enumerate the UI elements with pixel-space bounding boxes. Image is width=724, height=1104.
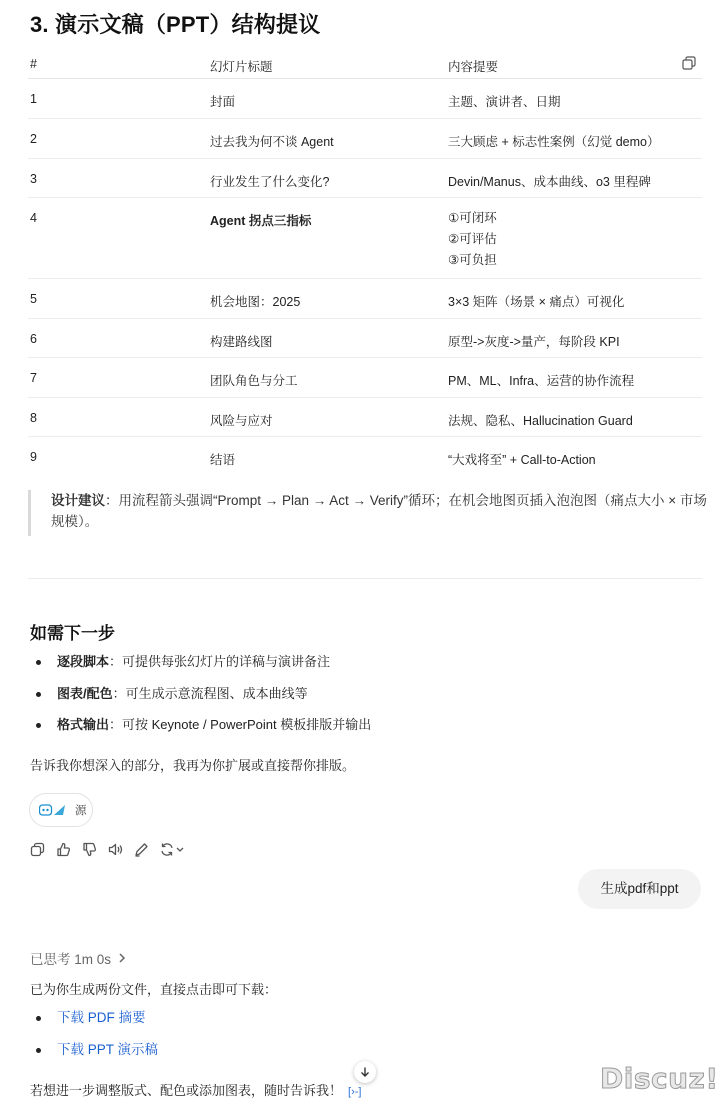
table-header <box>28 44 702 79</box>
row-num: 6 <box>30 331 37 346</box>
row-title: 行业发生了什么变化? <box>210 174 330 189</box>
row-num: 2 <box>30 132 37 146</box>
table-row <box>28 358 702 398</box>
table-row <box>28 279 702 319</box>
table-row <box>28 398 702 438</box>
row-title: 过去我为何不谈 Agent <box>210 135 334 149</box>
list-item <box>36 1040 158 1072</box>
item-text: ：可生成示意流程图、成本曲线等 <box>112 685 308 701</box>
row-summary: PM、ML、Infra、运营的协作流程 <box>448 374 635 388</box>
download-links <box>36 1008 158 1072</box>
table-row <box>28 79 702 119</box>
header-summary: 内容提要 <box>448 60 499 74</box>
regenerate-icon[interactable] <box>159 841 185 858</box>
download-pdf-link[interactable]: 下载 PDF 摘要 <box>57 1010 146 1025</box>
row-summary: 法规、隐私、Hallucination Guard <box>448 413 633 428</box>
source-favicon-icon <box>39 803 67 817</box>
row-num: 8 <box>30 410 37 425</box>
speaker-icon[interactable] <box>107 841 124 858</box>
section-divider <box>28 578 702 579</box>
list-item <box>36 715 371 747</box>
row-summary: “大戏将至” + Call-to-Action <box>448 453 596 467</box>
summary-line: ③可负担 <box>448 253 497 267</box>
footer-text: 若想进一步调整版式、配色或添加图表，随时告诉我！ <box>30 1083 343 1098</box>
sources-label: 源 <box>75 805 87 817</box>
reply-intro: 已为你生成两份文件，直接点击即可下载： <box>30 982 278 997</box>
citation-marker[interactable]: [›-] <box>348 1086 362 1098</box>
list-item <box>36 1008 158 1040</box>
row-title: 风险与应对 <box>210 413 273 428</box>
edit-icon[interactable] <box>133 841 150 858</box>
table-row <box>28 119 702 159</box>
next-steps-title: 如需下一步 <box>30 624 115 643</box>
copy-icon[interactable] <box>29 841 46 858</box>
closing-text: 告诉我你想深入的部分，我再为你扩展或直接帮你排版。 <box>30 758 356 773</box>
item-text: ：可按 Keynote / PowerPoint 模板排版并输出 <box>109 717 372 732</box>
user-message-bubble: 生成pdf和ppt <box>578 869 701 909</box>
row-title: 构建路线图 <box>210 334 273 349</box>
table-row <box>28 198 702 279</box>
header-num: # <box>30 57 37 71</box>
copy-table-icon[interactable] <box>682 56 696 70</box>
header-title: 幻灯片标题 <box>210 60 273 74</box>
list-item <box>36 652 371 684</box>
row-summary <box>448 208 497 271</box>
summary-line: ②可评估 <box>448 232 497 246</box>
design-note-label: 设计建议 <box>51 493 105 508</box>
item-text: ：可提供每张幻灯片的详稿与演讲备注 <box>109 654 331 669</box>
row-title: 团队角色与分工 <box>210 374 298 388</box>
row-summary: Devin/Manus、成本曲线、o3 里程碑 <box>448 174 651 189</box>
row-title: 结语 <box>210 453 236 467</box>
item-label: 逐段脚本 <box>57 654 110 669</box>
row-title: 机会地图：2025 <box>210 295 301 309</box>
list-item <box>36 684 371 716</box>
table-row <box>28 437 702 477</box>
row-summary: 3×3 矩阵（场景 × 痛点）可视化 <box>448 295 625 309</box>
chevron-right-icon <box>117 952 127 964</box>
thumbs-down-icon[interactable] <box>81 841 98 858</box>
row-num: 1 <box>30 92 37 106</box>
row-num: 9 <box>30 450 37 464</box>
row-num: 7 <box>30 371 37 385</box>
sources-button[interactable] <box>29 793 93 827</box>
row-num: 4 <box>30 211 37 225</box>
thumbs-up-icon[interactable] <box>55 841 72 858</box>
download-ppt-link[interactable]: 下载 PPT 演示稿 <box>57 1042 159 1057</box>
section-title: 3. 演示文稿（PPT）结构提议 <box>30 12 321 37</box>
arrow-down-icon <box>359 1066 371 1078</box>
row-summary: 主题、演讲者、日期 <box>448 95 561 109</box>
summary-line: ①可闭环 <box>448 211 497 225</box>
row-num: 3 <box>30 171 37 186</box>
message-actions <box>29 840 185 858</box>
item-label: 格式输出 <box>57 717 110 732</box>
next-steps-list <box>36 652 371 747</box>
row-title: 封面 <box>210 95 236 109</box>
row-summary: 三大顾虑 + 标志性案例（幻觉 demo） <box>448 135 660 149</box>
ppt-structure-table <box>28 44 702 477</box>
design-note-blockquote <box>28 490 708 536</box>
thinking-duration: 已思考 1m 0s <box>30 952 112 967</box>
item-label: 图表/配色 <box>57 685 113 701</box>
discuz-watermark: Discuz! <box>600 1062 719 1095</box>
design-note-text: ：用流程箭头强调“Prompt → Plan → Act → Verify”循环；在机会地图页插入泡泡图（痛点大小 × 市场规模）。 <box>51 493 707 529</box>
table-row <box>28 159 702 199</box>
row-title: Agent 拐点三指标 <box>210 214 312 228</box>
scroll-down-button[interactable] <box>354 1061 376 1083</box>
reply-footer <box>30 1080 361 1099</box>
row-num: 5 <box>30 292 37 306</box>
row-summary: 原型->灰度->量产，每阶段 KPI <box>448 334 620 349</box>
thinking-toggle[interactable] <box>30 948 127 968</box>
table-row <box>28 319 702 359</box>
